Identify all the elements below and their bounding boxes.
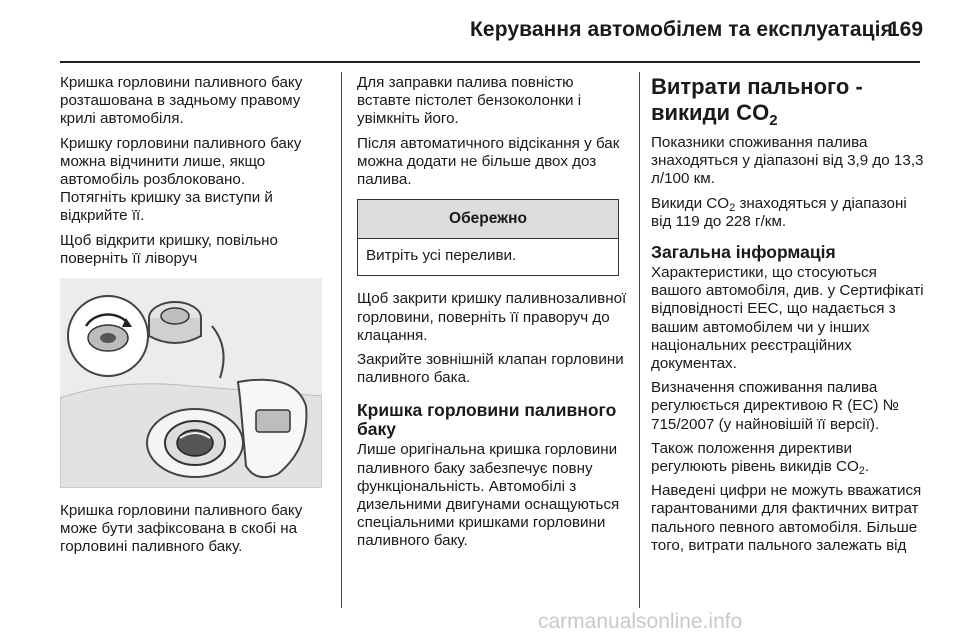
paragraph: Щоб закрити кришку паливнозаливної горловини, поверніть її праворуч до клацання. xyxy=(357,290,627,344)
paragraph: Кришка горловини паливного баку може бути зафіксована в скобі на горловині паливного баку. xyxy=(60,502,303,556)
column-divider-2 xyxy=(639,72,640,608)
caution-text: Витріть усі переливи. xyxy=(366,247,517,265)
paragraph: Показники споживання палива знаходяться у діапазоні від 3,9 до 13,3 л/100 км. xyxy=(651,134,924,188)
fuel-cap-illustration xyxy=(60,278,322,488)
watermark: carmanualsonline.info xyxy=(538,610,743,633)
paragraph: Визначення споживання палива регулюється директивою R (EC) № 715/2007 (у найновішій її версії). xyxy=(651,379,899,433)
paragraph: Закрийте зовнішній клапан горловини паливного бака. xyxy=(357,351,624,387)
right-column xyxy=(651,74,931,561)
paragraph: Потягніть кришку за виступи й відкрийте її. xyxy=(60,189,273,225)
middle-column xyxy=(357,74,629,557)
paragraph: Характеристики, що стосуються вашого автомобіля, див. у Сертифікаті відповідності ЕЕС, що надається з вашим автомобілем чи у інших національних реєстраційних документах. xyxy=(651,264,924,373)
caution-box xyxy=(357,199,619,276)
paragraph: Кришку горловини паливного баку можна відчинити лише, якщо автомобіль розблоковано. xyxy=(60,134,302,189)
page-number: 169 xyxy=(888,18,924,41)
section-heading: Кришка горловини паливного баку xyxy=(357,400,617,440)
paragraph: Кришка горловини паливного баку розташована в задньому правому крилі автомобіля. xyxy=(60,74,303,128)
paragraph: Наведені цифри не можуть вважатися гарантованими для фактичних витрат пального певного автомобіля. Більше того, витрати пального залежать від xyxy=(651,482,922,554)
paragraph: Для заправки палива повністю вставте пістолет бензоколонки і увімкніть його. xyxy=(357,74,582,128)
main-heading: Витрати пального - викиди $CO_2$ xyxy=(651,74,863,129)
paragraph: Також положення директиви регулюють рівень викидів $CO_2$. xyxy=(651,439,870,478)
header-rule xyxy=(60,61,920,63)
paragraph: Лише оригінальна кришка горловини паливного баку забезпечує повну функціональність. Автомобілі з дизельними двигунами оснащуються спеціальними кришками горловини паливного баку. xyxy=(357,441,620,550)
caution-title: Обережно xyxy=(358,200,618,239)
paragraph: Викиди $CO_2$ знаходяться у діапазоні від 119 до 228 г/км. xyxy=(651,194,907,230)
page-header-title: Керування автомобілем та експлуатація xyxy=(470,18,893,41)
left-column xyxy=(60,74,332,563)
column-divider-1 xyxy=(341,72,342,608)
paragraph: Щоб відкрити кришку, повільно поверніть її ліворуч xyxy=(60,231,278,267)
paragraph: Після автоматичного відсікання у бак можна додати не більше двох доз палива. xyxy=(357,134,620,189)
section-heading: Загальна інформація xyxy=(651,242,836,263)
